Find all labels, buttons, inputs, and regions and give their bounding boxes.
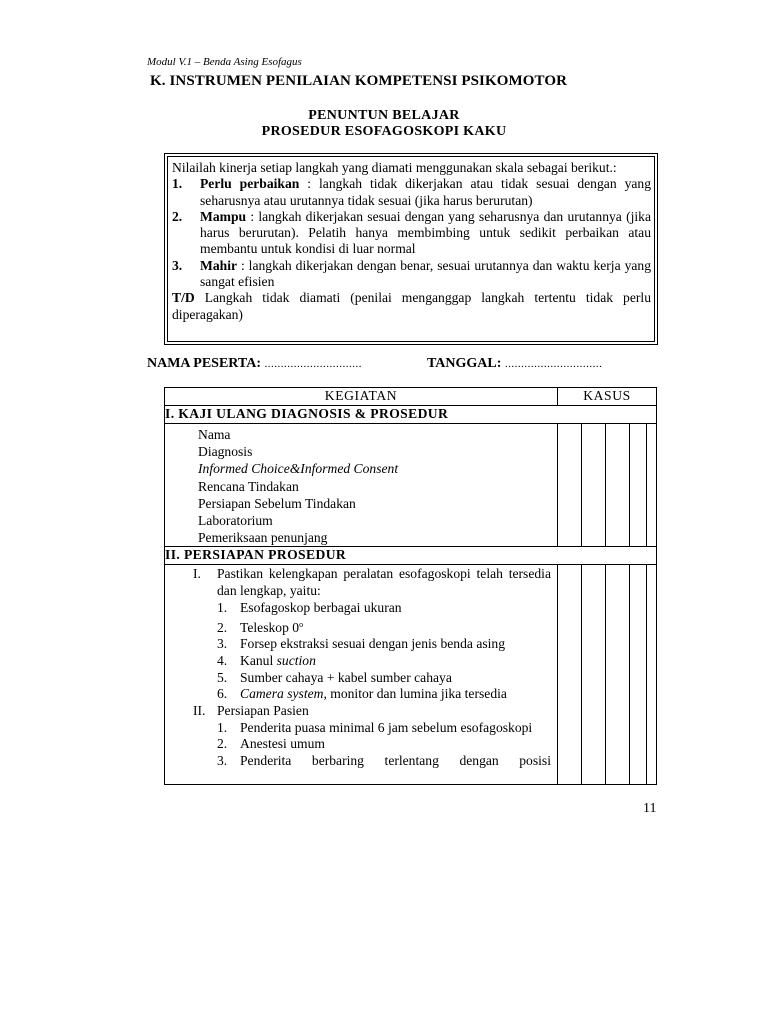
section-row (165, 406, 657, 424)
module-header: Modul V.1 – Benda Asing Esofagus (147, 56, 302, 68)
score-cell[interactable] (606, 424, 630, 547)
participant-name-field (147, 356, 362, 372)
scale-item-1 (172, 176, 651, 209)
scale-item-number: 1. (172, 176, 183, 192)
score-cell[interactable] (606, 565, 630, 785)
score-cell[interactable] (558, 565, 582, 785)
section-title: K. INSTRUMEN PENILAIAN KOMPETENSI PSIKOMOTOR (150, 73, 568, 89)
kasus-header: KASUS (558, 388, 657, 406)
scale-box (167, 156, 655, 342)
scale-item-2 (172, 209, 651, 258)
table-header-row (165, 388, 657, 406)
list-item: 2. Teleskop 0$^o$ (217, 619, 304, 635)
item-number: I. (193, 566, 201, 582)
item-number: II. (193, 703, 206, 719)
degree-superscript: o (299, 619, 304, 629)
scale-item-number: 3. (172, 257, 183, 273)
scale-td-term: T/D (172, 290, 195, 306)
procedure-list (165, 565, 557, 769)
list-item: Laboratorium (198, 513, 273, 529)
scale-item-term: Mampu (200, 208, 247, 224)
score-cell[interactable] (647, 565, 657, 785)
list-item: 6. Camera system, monitor dan lumina jika tersedia (217, 686, 507, 702)
scale-item-desc: : langkah tidak dikerjakan atau tidak sesuai dengan yang seharusnya atau urutannya tidak sesuai (jika harus berurutan) (200, 176, 651, 208)
list-item: 1. Penderita puasa minimal 6 jam sebelum esofagoskopi (217, 719, 533, 735)
page-number: 11 (643, 801, 657, 816)
list-item: Diagnosis (198, 444, 253, 460)
date-label: TANGGAL: (427, 356, 502, 371)
participant-name-label: NAMA PESERTA: (147, 356, 261, 371)
score-cell[interactable] (630, 424, 647, 547)
assessment-table (164, 387, 657, 785)
scale-td-desc: Langkah tidak diamati (penilai menganggap langkah tertentu tidak perlu diperagakan) (172, 290, 651, 322)
list-item: Nama (198, 427, 231, 442)
table-row (165, 565, 657, 785)
scale-item-desc: : langkah dikerjakan dengan benar, sesuai urutannya dan waktu kerja yang sangat efisien (200, 257, 651, 290)
list-item: 3. Forsep ekstraksi sesuai dengan jenis benda asing (217, 636, 506, 652)
section-heading-2: II. PERSIAPAN PROSEDUR (165, 547, 657, 565)
scale-item-desc: : langkah dikerjakan sesuai dengan yang seharusnya dan urutannya (jika harus berurutan). Pelatih hanya membimbing untuk sedikit perbaikan atau membantu untuk kondisi di luar normal (200, 208, 651, 257)
score-cell[interactable] (582, 424, 606, 547)
list-item: 5. Sumber cahaya + kabel sumber cahaya (217, 669, 452, 685)
score-cell[interactable] (582, 565, 606, 785)
kegiatan-header: KEGIATAN (165, 388, 558, 406)
scale-item-term: Mahir (200, 257, 237, 273)
participant-name-blank: .............................. (264, 358, 362, 370)
scale-item-number: 2. (172, 208, 183, 224)
list-item: I. Pastikan kelengkapan peralatan esofagoskopi telah tersedia dan lengkap, yaitu: (193, 566, 551, 599)
list-item: 2. Anestesi umum (217, 736, 325, 752)
date-blank: .............................. (504, 358, 603, 370)
score-cell[interactable] (647, 424, 657, 547)
table-row (165, 424, 657, 547)
section-row (165, 547, 657, 565)
list-item: 1. Esofagoskop berbagai ukuran (217, 599, 402, 615)
document-title-line1: PENUNTUN BELAJAR (308, 108, 460, 123)
list-item: Persiapan Sebelum Tindakan (198, 495, 356, 511)
review-list (165, 424, 557, 546)
document-title-line2: PROSEDUR ESOFAGOSKOPI KAKU (261, 124, 507, 139)
score-cell[interactable] (558, 424, 582, 547)
section-heading-1: I. KAJI ULANG DIAGNOSIS & PROSEDUR (165, 406, 657, 424)
list-item: 3. Penderita berbaring terlentang dengan posisi (217, 753, 551, 769)
score-cell[interactable] (630, 565, 647, 785)
list-item: II. Persiapan Pasien (193, 703, 309, 719)
list-item: Pemeriksaan penunjang (198, 530, 328, 546)
list-item: 4. Kanul suction (217, 652, 316, 668)
scale-intro: Nilailah kinerja setiap langkah yang diamati menggunakan skala sebagai berikut.: (172, 160, 617, 175)
scale-item-term: Perlu perbaikan (200, 176, 300, 192)
list-item: Rencana Tindakan (198, 478, 299, 494)
scale-item-3 (172, 258, 651, 291)
date-field (427, 356, 602, 372)
list-item: Informed Choice&Informed Consent (198, 461, 399, 477)
